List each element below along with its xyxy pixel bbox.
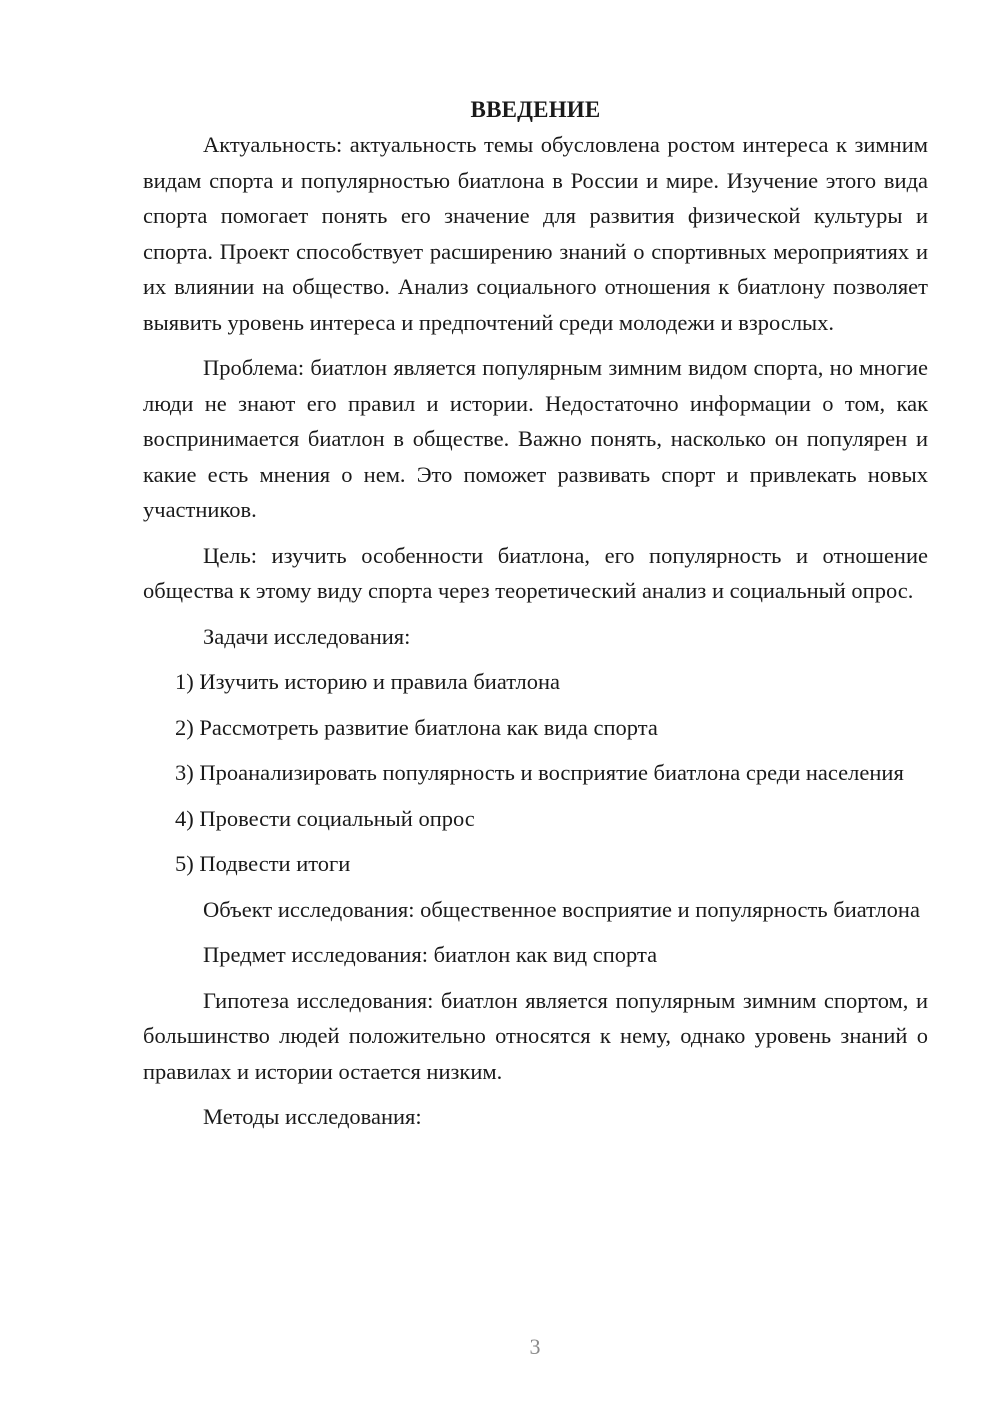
task-item-4: 4) Провести социальный опрос [175,805,475,831]
section-title: ВВЕДЕНИЕ [470,97,601,122]
task-item-1: 1) Изучить историю и правила биатлона [175,669,561,694]
hypothesis-paragraph: Гипотеза исследования: биатлон является популярным зимним спортом, и большинство людей положительно относятся к нему, однако уровень знаний о правилах и истории остается низким. [143,987,928,1084]
task-item-5: 5) Подвести итоги [175,851,351,876]
relevance-paragraph: Актуальность: актуальность темы обусловлена ростом интереса к зимним видам спорта и популярностью биатлона в России и мире. Изучение этого вида спорта помогает понять его значение для развития физической культуры и спорта. Проект способствует расширению знаний о спортивных мероприятиях и их влиянии на общество. Анализ социального отношения к биатлону позволяет выявить уровень интереса и предпочтений среди молодежи и взрослых. [143,132,928,335]
document-page [143,92,928,1145]
methods-heading: Методы исследования: [203,1104,422,1129]
task-item-3: 3) Проанализировать популярность и восприятие биатлона среди населения [175,760,904,785]
subject-paragraph: Предмет исследования: биатлон как вид спорта [203,942,658,967]
problem-paragraph: Проблема: биатлон является популярным зимним видом спорта, но многие люди не знают его правил и истории. Недостаточно информации о том, как воспринимается биатлон в обществе. Важно понять, насколько он популярен и какие есть мнения о нем. Это поможет развивать спорт и привлекать новых участников. [143,355,928,522]
object-paragraph: Объект исследования: общественное восприятие и популярность биатлона [203,896,920,922]
tasks-heading: Задачи исследования: [203,623,411,649]
goal-paragraph: Цель: изучить особенности биатлона, его популярность и отношение общества к этому виду спорта через теоретический анализ и социальный опрос. [143,542,928,603]
page-number: 3 [529,1334,541,1359]
task-item-2: 2) Рассмотреть развитие биатлона как вида спорта [175,714,658,740]
